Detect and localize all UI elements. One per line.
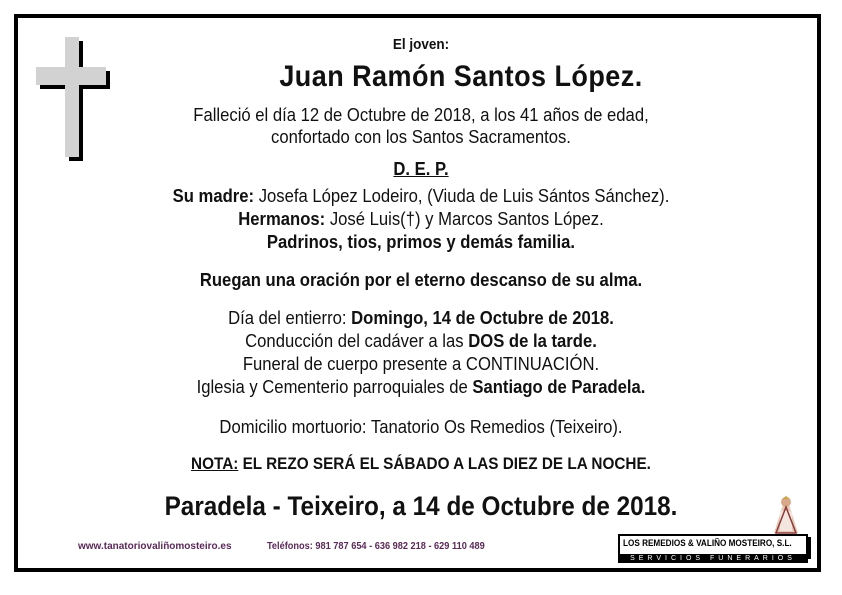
prayer-line	[42, 269, 800, 291]
logo-subtitle: SERVICIOS FUNERARIOS	[618, 554, 808, 563]
funeral-line: Funeral de cuerpo presente a CONTINUACIÓN.	[242, 353, 600, 374]
funeral-home-logo	[618, 493, 814, 567]
home-line: Domicilio mortuorio: Tanatorio Os Remedios (Teixeiro).	[219, 416, 623, 437]
logo-bar	[618, 534, 808, 556]
burial-date: Domingo, 14 de Octubre de 2018.	[351, 307, 614, 328]
footer-website[interactable]: www.tanatoriovaliñomosteiro.es	[78, 541, 232, 552]
church-label: Iglesia y Cementerio parroquiales de	[196, 376, 473, 397]
procession-label: Conducción del cadáver a las	[245, 330, 469, 351]
procession-time: DOS de la tarde.	[468, 330, 597, 351]
closing-line: Paradela - Teixeiro, a 14 de Octubre de 2018.	[164, 491, 678, 521]
church-place: Santiago de Paradela.	[472, 376, 646, 397]
deceased-name: Juan Ramón Santos López.	[279, 60, 643, 93]
death-details-line-2: confortado con los Santos Sacramentos.	[271, 126, 571, 147]
family-text: Padrinos, tios, primos y demás familia.	[266, 231, 576, 252]
mother-value: Josefa López Lodeiro, (Viuda de Luis Sántos Sánchez).	[254, 185, 670, 206]
prayer-text: Ruegan una oración por el eterno descanso de su alma.	[199, 269, 643, 290]
burial-line	[42, 307, 800, 329]
footer-phones: Teléfonos: 981 787 654 - 636 982 218 - 629 110 489	[267, 541, 485, 552]
mother-line	[42, 185, 800, 207]
death-details-line-1: Falleció el día 12 de Octubre de 2018, a los 41 años de edad,	[193, 104, 649, 125]
siblings-line	[42, 208, 800, 230]
church-line	[42, 376, 800, 398]
logo-company-name: LOS REMEDIOS & VALIÑO MOSTEIRO, S.L.	[623, 538, 792, 549]
family-line	[42, 231, 800, 253]
mother-label: Su madre:	[172, 185, 255, 206]
note-text: EL REZO SERÁ EL SÁBADO A LAS DIEZ DE LA NOCHE.	[238, 454, 651, 473]
note-line	[42, 454, 800, 474]
notice-frame	[14, 14, 821, 572]
siblings-label: Hermanos:	[238, 208, 326, 229]
notice-heading: El joven:	[392, 36, 450, 53]
virgin-figure-icon	[768, 493, 804, 535]
burial-label: Día del entierro:	[228, 307, 352, 328]
siblings-value: José Luis(†) y Marcos Santos López.	[325, 208, 604, 229]
procession-line	[42, 330, 800, 352]
dep-title: D. E. P.	[393, 158, 449, 179]
note-label: NOTA:	[191, 454, 239, 473]
